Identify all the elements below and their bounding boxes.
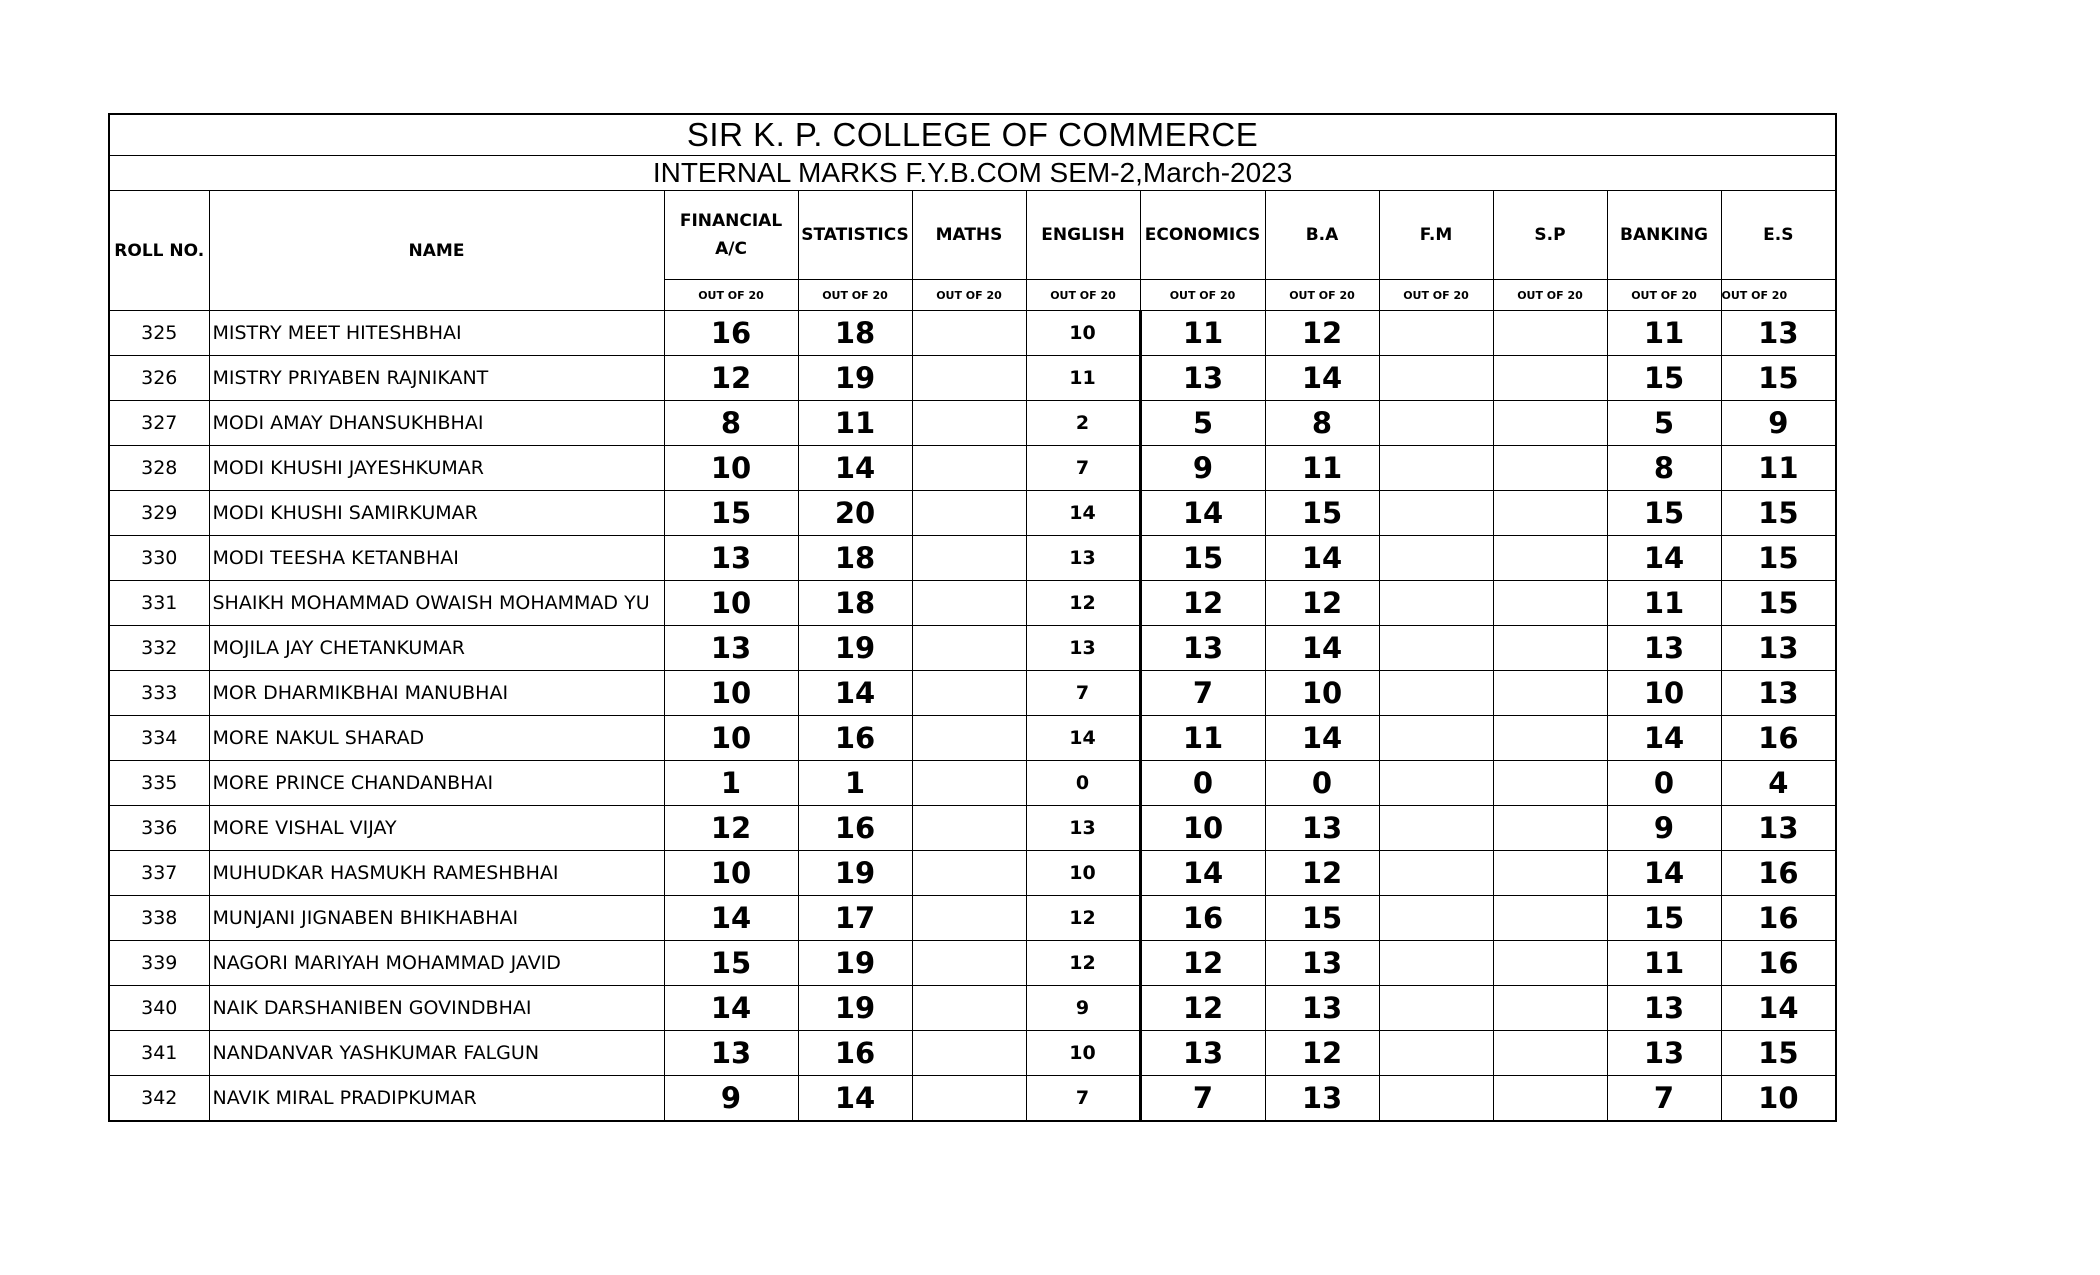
out-of-label: OUT OF 20 bbox=[1026, 280, 1140, 311]
mark-cell-fin: 10 bbox=[664, 581, 798, 626]
out-of-label: OUT OF 20 bbox=[1140, 280, 1265, 311]
mark-cell-fm bbox=[1379, 626, 1493, 671]
mark-cell-ba: 12 bbox=[1265, 581, 1379, 626]
student-name-cell: MISTRY PRIYABEN RAJNIKANT bbox=[209, 356, 664, 401]
table-row bbox=[109, 536, 1836, 581]
table-row bbox=[109, 671, 1836, 716]
header-eng bbox=[1026, 191, 1140, 280]
mark-cell-banking: 14 bbox=[1607, 716, 1721, 761]
mark-cell-ba: 12 bbox=[1265, 311, 1379, 356]
mark-cell-eng: 13 bbox=[1026, 626, 1140, 671]
mark-cell-maths bbox=[912, 491, 1026, 536]
mark-cell-eng: 11 bbox=[1026, 356, 1140, 401]
mark-cell-banking: 8 bbox=[1607, 446, 1721, 491]
mark-cell-fin: 10 bbox=[664, 671, 798, 716]
header-banking bbox=[1607, 191, 1721, 280]
out-of-label: OUT OF 20 bbox=[664, 280, 798, 311]
roll-no-cell: 325 bbox=[109, 311, 209, 356]
mark-cell-econ: 11 bbox=[1140, 716, 1265, 761]
mark-cell-stat: 18 bbox=[798, 581, 912, 626]
out-of-label: OUT OF 20 bbox=[912, 280, 1026, 311]
mark-cell-maths bbox=[912, 626, 1026, 671]
mark-cell-ba: 0 bbox=[1265, 761, 1379, 806]
mark-cell-banking: 11 bbox=[1607, 941, 1721, 986]
student-name-cell: NAIK DARSHANIBEN GOVINDBHAI bbox=[209, 986, 664, 1031]
mark-cell-es: 15 bbox=[1721, 536, 1836, 581]
mark-cell-fm bbox=[1379, 671, 1493, 716]
mark-cell-ba: 14 bbox=[1265, 356, 1379, 401]
mark-cell-fin: 13 bbox=[664, 1031, 798, 1076]
mark-cell-eng: 10 bbox=[1026, 311, 1140, 356]
mark-cell-es: 16 bbox=[1721, 716, 1836, 761]
roll-no-cell: 336 bbox=[109, 806, 209, 851]
mark-cell-fm bbox=[1379, 896, 1493, 941]
mark-cell-ba: 10 bbox=[1265, 671, 1379, 716]
mark-cell-fin: 13 bbox=[664, 626, 798, 671]
mark-cell-banking: 7 bbox=[1607, 1076, 1721, 1122]
mark-cell-eng: 7 bbox=[1026, 1076, 1140, 1122]
mark-cell-fin: 10 bbox=[664, 446, 798, 491]
header-label: S.P bbox=[1534, 225, 1566, 245]
mark-cell-sp bbox=[1493, 716, 1607, 761]
mark-cell-fm bbox=[1379, 986, 1493, 1031]
table-row bbox=[109, 716, 1836, 761]
header-label: F.M bbox=[1419, 225, 1453, 245]
mark-cell-es: 16 bbox=[1721, 851, 1836, 896]
table-row bbox=[109, 626, 1836, 671]
mark-cell-es: 13 bbox=[1721, 671, 1836, 716]
student-name-cell: MOJILA JAY CHETANKUMAR bbox=[209, 626, 664, 671]
mark-cell-fm bbox=[1379, 851, 1493, 896]
table-row bbox=[109, 446, 1836, 491]
mark-cell-es: 9 bbox=[1721, 401, 1836, 446]
out-of-label: OUT OF 20 bbox=[1379, 280, 1493, 311]
roll-no-cell: 333 bbox=[109, 671, 209, 716]
sheet-subtitle: INTERNAL MARKS F.Y.B.COM SEM-2,March-2023 bbox=[109, 156, 1836, 191]
mark-cell-ba: 14 bbox=[1265, 626, 1379, 671]
header-maths bbox=[912, 191, 1026, 280]
mark-cell-banking: 11 bbox=[1607, 581, 1721, 626]
mark-cell-eng: 14 bbox=[1026, 716, 1140, 761]
mark-cell-banking: 13 bbox=[1607, 626, 1721, 671]
mark-cell-stat: 11 bbox=[798, 401, 912, 446]
mark-cell-fm bbox=[1379, 446, 1493, 491]
mark-cell-ba: 15 bbox=[1265, 491, 1379, 536]
student-name-cell: MUNJANI JIGNABEN BHIKHABHAI bbox=[209, 896, 664, 941]
mark-cell-es: 4 bbox=[1721, 761, 1836, 806]
mark-cell-sp bbox=[1493, 401, 1607, 446]
mark-cell-econ: 10 bbox=[1140, 806, 1265, 851]
mark-cell-fm bbox=[1379, 491, 1493, 536]
mark-cell-stat: 16 bbox=[798, 806, 912, 851]
mark-cell-maths bbox=[912, 1076, 1026, 1122]
mark-cell-fm bbox=[1379, 356, 1493, 401]
roll-no-cell: 326 bbox=[109, 356, 209, 401]
mark-cell-fm bbox=[1379, 1031, 1493, 1076]
header-label: ECONOMICS bbox=[1144, 225, 1261, 245]
mark-cell-maths bbox=[912, 446, 1026, 491]
mark-cell-fin: 13 bbox=[664, 536, 798, 581]
mark-cell-sp bbox=[1493, 851, 1607, 896]
mark-cell-sp bbox=[1493, 671, 1607, 716]
mark-cell-maths bbox=[912, 311, 1026, 356]
mark-cell-stat: 20 bbox=[798, 491, 912, 536]
student-name-cell: NAVIK MIRAL PRADIPKUMAR bbox=[209, 1076, 664, 1122]
table-row bbox=[109, 851, 1836, 896]
mark-cell-stat: 18 bbox=[798, 311, 912, 356]
mark-cell-banking: 13 bbox=[1607, 986, 1721, 1031]
student-name-cell: MORE PRINCE CHANDANBHAI bbox=[209, 761, 664, 806]
student-name-cell: MODI KHUSHI SAMIRKUMAR bbox=[209, 491, 664, 536]
mark-cell-eng: 13 bbox=[1026, 536, 1140, 581]
table-row bbox=[109, 1076, 1836, 1122]
mark-cell-eng: 7 bbox=[1026, 446, 1140, 491]
mark-cell-fm bbox=[1379, 401, 1493, 446]
student-name-cell: NAGORI MARIYAH MOHAMMAD JAVID bbox=[209, 941, 664, 986]
mark-cell-fm bbox=[1379, 581, 1493, 626]
mark-cell-ba: 12 bbox=[1265, 1031, 1379, 1076]
mark-cell-econ: 13 bbox=[1140, 626, 1265, 671]
marks-table bbox=[108, 113, 1837, 1122]
mark-cell-ba: 13 bbox=[1265, 806, 1379, 851]
mark-cell-eng: 9 bbox=[1026, 986, 1140, 1031]
table-row bbox=[109, 356, 1836, 401]
mark-cell-ba: 11 bbox=[1265, 446, 1379, 491]
roll-no-cell: 331 bbox=[109, 581, 209, 626]
mark-cell-fin: 10 bbox=[664, 851, 798, 896]
table-row bbox=[109, 491, 1836, 536]
mark-cell-es: 13 bbox=[1721, 626, 1836, 671]
mark-cell-sp bbox=[1493, 581, 1607, 626]
mark-cell-banking: 9 bbox=[1607, 806, 1721, 851]
mark-cell-stat: 19 bbox=[798, 356, 912, 401]
mark-cell-maths bbox=[912, 806, 1026, 851]
mark-cell-sp bbox=[1493, 941, 1607, 986]
mark-cell-banking: 5 bbox=[1607, 401, 1721, 446]
mark-cell-sp bbox=[1493, 1031, 1607, 1076]
mark-cell-econ: 14 bbox=[1140, 491, 1265, 536]
mark-cell-fm bbox=[1379, 716, 1493, 761]
roll-no-cell: 332 bbox=[109, 626, 209, 671]
student-name-cell: MISTRY MEET HITESHBHAI bbox=[209, 311, 664, 356]
table-row bbox=[109, 941, 1836, 986]
header-label-line2: A/C bbox=[715, 239, 747, 259]
mark-cell-banking: 10 bbox=[1607, 671, 1721, 716]
mark-cell-econ: 13 bbox=[1140, 356, 1265, 401]
mark-cell-banking: 0 bbox=[1607, 761, 1721, 806]
mark-cell-maths bbox=[912, 716, 1026, 761]
mark-cell-es: 15 bbox=[1721, 356, 1836, 401]
header-label: E.S bbox=[1763, 225, 1794, 245]
mark-cell-econ: 12 bbox=[1140, 941, 1265, 986]
student-name-cell: MORE VISHAL VIJAY bbox=[209, 806, 664, 851]
mark-cell-fin: 15 bbox=[664, 491, 798, 536]
mark-cell-eng: 12 bbox=[1026, 581, 1140, 626]
mark-cell-eng: 7 bbox=[1026, 671, 1140, 716]
header-sp bbox=[1493, 191, 1607, 280]
mark-cell-econ: 11 bbox=[1140, 311, 1265, 356]
mark-cell-ba: 14 bbox=[1265, 536, 1379, 581]
student-name-cell: MODI KHUSHI JAYESHKUMAR bbox=[209, 446, 664, 491]
student-name-cell: MUHUDKAR HASMUKH RAMESHBHAI bbox=[209, 851, 664, 896]
mark-cell-eng: 14 bbox=[1026, 491, 1140, 536]
mark-cell-es: 16 bbox=[1721, 896, 1836, 941]
mark-cell-fin: 12 bbox=[664, 806, 798, 851]
mark-cell-fin: 16 bbox=[664, 311, 798, 356]
header-econ bbox=[1140, 191, 1265, 280]
mark-cell-fin: 14 bbox=[664, 896, 798, 941]
mark-cell-maths bbox=[912, 1031, 1026, 1076]
mark-cell-banking: 11 bbox=[1607, 311, 1721, 356]
roll-no-cell: 338 bbox=[109, 896, 209, 941]
mark-cell-banking: 15 bbox=[1607, 491, 1721, 536]
header-fin bbox=[664, 191, 798, 280]
mark-cell-sp bbox=[1493, 356, 1607, 401]
mark-cell-fin: 10 bbox=[664, 716, 798, 761]
mark-cell-maths bbox=[912, 356, 1026, 401]
header-label: STATISTICS bbox=[801, 225, 909, 245]
mark-cell-econ: 5 bbox=[1140, 401, 1265, 446]
mark-cell-maths bbox=[912, 986, 1026, 1031]
mark-cell-es: 13 bbox=[1721, 311, 1836, 356]
header-label: MATHS bbox=[935, 225, 1003, 245]
mark-cell-fm bbox=[1379, 311, 1493, 356]
student-name-cell: SHAIKH MOHAMMAD OWAISH MOHAMMAD YU bbox=[209, 581, 664, 626]
mark-cell-es: 15 bbox=[1721, 1031, 1836, 1076]
mark-cell-maths bbox=[912, 671, 1026, 716]
mark-cell-econ: 15 bbox=[1140, 536, 1265, 581]
mark-cell-fm bbox=[1379, 1076, 1493, 1122]
mark-cell-econ: 7 bbox=[1140, 671, 1265, 716]
table-row bbox=[109, 761, 1836, 806]
mark-cell-econ: 0 bbox=[1140, 761, 1265, 806]
header-label: B.A bbox=[1305, 225, 1339, 245]
mark-cell-ba: 13 bbox=[1265, 986, 1379, 1031]
mark-cell-ba: 12 bbox=[1265, 851, 1379, 896]
mark-cell-fm bbox=[1379, 941, 1493, 986]
roll-no-cell: 330 bbox=[109, 536, 209, 581]
header-es bbox=[1721, 191, 1836, 280]
mark-cell-maths bbox=[912, 761, 1026, 806]
mark-cell-es: 13 bbox=[1721, 806, 1836, 851]
mark-cell-es: 15 bbox=[1721, 581, 1836, 626]
mark-cell-ba: 13 bbox=[1265, 941, 1379, 986]
mark-cell-banking: 14 bbox=[1607, 536, 1721, 581]
student-name-cell: MODI AMAY DHANSUKHBHAI bbox=[209, 401, 664, 446]
mark-cell-maths bbox=[912, 581, 1026, 626]
mark-cell-eng: 10 bbox=[1026, 851, 1140, 896]
mark-cell-stat: 18 bbox=[798, 536, 912, 581]
roll-no-cell: 334 bbox=[109, 716, 209, 761]
mark-cell-stat: 19 bbox=[798, 941, 912, 986]
table-row bbox=[109, 806, 1836, 851]
out-of-label: OUT OF 20 bbox=[1265, 280, 1379, 311]
roll-no-cell: 337 bbox=[109, 851, 209, 896]
table-row bbox=[109, 401, 1836, 446]
mark-cell-econ: 16 bbox=[1140, 896, 1265, 941]
mark-cell-banking: 13 bbox=[1607, 1031, 1721, 1076]
mark-cell-es: 11 bbox=[1721, 446, 1836, 491]
mark-cell-sp bbox=[1493, 311, 1607, 356]
mark-cell-maths bbox=[912, 401, 1026, 446]
mark-cell-eng: 13 bbox=[1026, 806, 1140, 851]
mark-cell-banking: 14 bbox=[1607, 851, 1721, 896]
header-label: BANKING bbox=[1619, 225, 1709, 245]
mark-cell-sp bbox=[1493, 896, 1607, 941]
mark-cell-stat: 19 bbox=[798, 851, 912, 896]
roll-no-cell: 327 bbox=[109, 401, 209, 446]
out-of-label: OUT OF 20 bbox=[1607, 280, 1721, 311]
mark-cell-stat: 19 bbox=[798, 626, 912, 671]
mark-cell-stat: 16 bbox=[798, 716, 912, 761]
mark-cell-sp bbox=[1493, 626, 1607, 671]
header-roll-no: ROLL NO. bbox=[109, 191, 209, 311]
table-row bbox=[109, 1031, 1836, 1076]
header-fm bbox=[1379, 191, 1493, 280]
out-of-label: OUT OF 20 bbox=[798, 280, 912, 311]
roll-no-cell: 328 bbox=[109, 446, 209, 491]
mark-cell-eng: 12 bbox=[1026, 896, 1140, 941]
table-row bbox=[109, 581, 1836, 626]
mark-cell-ba: 13 bbox=[1265, 1076, 1379, 1122]
header-label: ENGLISH bbox=[1041, 225, 1125, 245]
mark-cell-eng: 12 bbox=[1026, 941, 1140, 986]
mark-cell-stat: 17 bbox=[798, 896, 912, 941]
mark-cell-maths bbox=[912, 896, 1026, 941]
roll-no-cell: 340 bbox=[109, 986, 209, 1031]
mark-cell-sp bbox=[1493, 446, 1607, 491]
mark-cell-stat: 14 bbox=[798, 671, 912, 716]
mark-cell-banking: 15 bbox=[1607, 896, 1721, 941]
mark-cell-econ: 13 bbox=[1140, 1031, 1265, 1076]
header-label: FINANCIAL bbox=[679, 211, 783, 231]
mark-cell-econ: 9 bbox=[1140, 446, 1265, 491]
roll-no-cell: 329 bbox=[109, 491, 209, 536]
out-of-label: OUT OF 20 bbox=[1493, 280, 1607, 311]
mark-cell-ba: 15 bbox=[1265, 896, 1379, 941]
mark-cell-stat: 16 bbox=[798, 1031, 912, 1076]
out-of-label: OUT OF 20 bbox=[1721, 280, 1836, 311]
mark-cell-stat: 19 bbox=[798, 986, 912, 1031]
mark-cell-eng: 10 bbox=[1026, 1031, 1140, 1076]
mark-cell-econ: 14 bbox=[1140, 851, 1265, 896]
table-row bbox=[109, 896, 1836, 941]
mark-cell-econ: 7 bbox=[1140, 1076, 1265, 1122]
header-ba bbox=[1265, 191, 1379, 280]
student-name-cell: MOR DHARMIKBHAI MANUBHAI bbox=[209, 671, 664, 716]
mark-cell-es: 15 bbox=[1721, 491, 1836, 536]
mark-cell-fin: 9 bbox=[664, 1076, 798, 1122]
mark-cell-fm bbox=[1379, 761, 1493, 806]
mark-cell-sp bbox=[1493, 761, 1607, 806]
roll-no-cell: 342 bbox=[109, 1076, 209, 1122]
mark-cell-sp bbox=[1493, 536, 1607, 581]
roll-no-cell: 339 bbox=[109, 941, 209, 986]
mark-cell-econ: 12 bbox=[1140, 986, 1265, 1031]
mark-cell-fm bbox=[1379, 806, 1493, 851]
mark-cell-fin: 15 bbox=[664, 941, 798, 986]
mark-cell-eng: 0 bbox=[1026, 761, 1140, 806]
mark-cell-fin: 14 bbox=[664, 986, 798, 1031]
mark-cell-econ: 12 bbox=[1140, 581, 1265, 626]
mark-cell-es: 10 bbox=[1721, 1076, 1836, 1122]
student-name-cell: NANDANVAR YASHKUMAR FALGUN bbox=[209, 1031, 664, 1076]
mark-cell-ba: 8 bbox=[1265, 401, 1379, 446]
table-row bbox=[109, 311, 1836, 356]
header-name: NAME bbox=[209, 191, 664, 311]
mark-cell-stat: 14 bbox=[798, 446, 912, 491]
mark-cell-banking: 15 bbox=[1607, 356, 1721, 401]
table-row bbox=[109, 986, 1836, 1031]
mark-cell-es: 14 bbox=[1721, 986, 1836, 1031]
mark-cell-maths bbox=[912, 941, 1026, 986]
student-name-cell: MORE NAKUL SHARAD bbox=[209, 716, 664, 761]
mark-cell-fin: 12 bbox=[664, 356, 798, 401]
college-title: SIR K. P. COLLEGE OF COMMERCE bbox=[109, 114, 1836, 156]
mark-cell-sp bbox=[1493, 806, 1607, 851]
mark-cell-sp bbox=[1493, 491, 1607, 536]
student-name-cell: MODI TEESHA KETANBHAI bbox=[209, 536, 664, 581]
mark-cell-es: 16 bbox=[1721, 941, 1836, 986]
mark-cell-stat: 1 bbox=[798, 761, 912, 806]
mark-cell-fm bbox=[1379, 536, 1493, 581]
mark-cell-fin: 8 bbox=[664, 401, 798, 446]
header-stat bbox=[798, 191, 912, 280]
mark-cell-maths bbox=[912, 851, 1026, 896]
roll-no-cell: 341 bbox=[109, 1031, 209, 1076]
mark-cell-eng: 2 bbox=[1026, 401, 1140, 446]
mark-cell-ba: 14 bbox=[1265, 716, 1379, 761]
roll-no-cell: 335 bbox=[109, 761, 209, 806]
mark-cell-maths bbox=[912, 536, 1026, 581]
mark-cell-sp bbox=[1493, 986, 1607, 1031]
mark-cell-fin: 1 bbox=[664, 761, 798, 806]
mark-cell-sp bbox=[1493, 1076, 1607, 1122]
mark-cell-stat: 14 bbox=[798, 1076, 912, 1122]
